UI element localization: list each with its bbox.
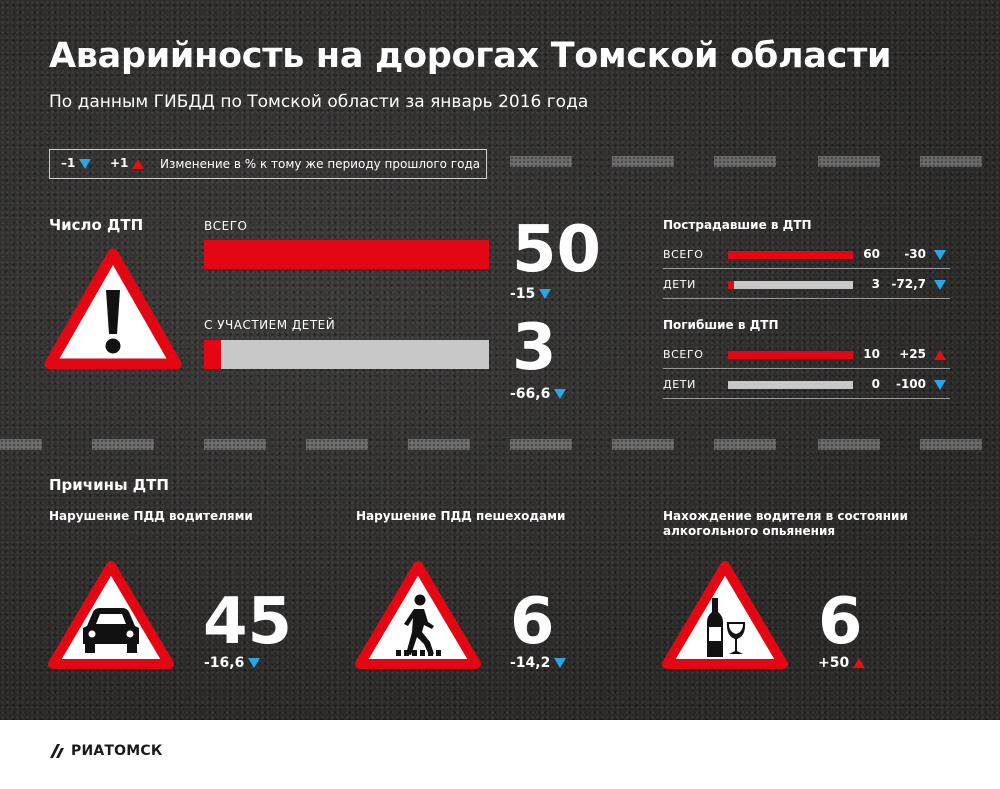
down-arrow-icon (248, 658, 260, 668)
down-arrow-icon (554, 389, 566, 399)
accidents-children-label: С УЧАСТИЕМ ДЕТЕЙ (204, 318, 336, 332)
cause-drivers-change: -16,6 (204, 655, 260, 671)
pedestrian-icon (354, 560, 482, 672)
down-arrow-icon (934, 250, 946, 260)
warning-exclamation-icon (44, 248, 182, 372)
injured-heading: Пострадавшие в ДТП (663, 218, 812, 232)
cause-pedestrians-title: Нарушение ПДД пешеходами (356, 509, 566, 523)
accidents-total-change: -15 (510, 286, 551, 302)
accidents-children-change: -66,6 (510, 386, 566, 402)
cause-drivers-value: 45 (203, 585, 293, 659)
down-arrow-icon (554, 658, 566, 668)
legend-description: Изменение в % к тому же периоду прошлого года (160, 157, 481, 171)
accidents-total-bar-fill (204, 240, 489, 269)
injured-row-total: ВСЕГО 60 -30 (663, 241, 950, 269)
cause-pedestrians-value: 6 (510, 585, 555, 659)
up-arrow-icon (934, 350, 946, 360)
ria-logo-icon (49, 743, 67, 759)
killed-total-bar (728, 351, 853, 359)
cause-pedestrians-change: -14,2 (510, 655, 566, 671)
logo-text: РИАТОМСК (71, 743, 163, 759)
accidents-total-label: ВСЕГО (204, 219, 248, 233)
up-arrow-icon (132, 159, 144, 169)
down-arrow-icon (934, 380, 946, 390)
causes-heading: Причины ДТП (49, 476, 169, 494)
injured-row-children: ДЕТИ 3 -72,7 (663, 271, 950, 299)
killed-heading: Погибшие в ДТП (663, 318, 779, 332)
legend-decrease: –1 (61, 156, 91, 170)
down-arrow-icon (539, 289, 551, 299)
down-arrow-icon (934, 280, 946, 290)
legend-increase: +1 (110, 156, 144, 170)
accidents-children-bar-fill (204, 340, 221, 369)
cause-alcohol-value: 6 (818, 585, 863, 659)
cause-alcohol-title: Нахождение водителя в состоянии алкогольного опьянения (663, 509, 908, 538)
down-arrow-icon (79, 159, 91, 169)
injured-total-bar (728, 251, 853, 259)
accidents-total-value: 50 (512, 213, 602, 287)
accidents-children-bar (204, 340, 489, 369)
up-arrow-icon (853, 658, 865, 668)
logo (49, 743, 163, 759)
page-title: Аварийность на дорогах Томской области (49, 36, 892, 76)
accidents-total-bar (204, 240, 489, 269)
killed-row-total: ВСЕГО 10 +25 (663, 341, 950, 369)
accidents-heading: Число ДТП (49, 216, 144, 234)
page-subtitle: По данным ГИБДД по Томской области за январь 2016 года (49, 92, 589, 112)
cause-drivers-title: Нарушение ПДД водителями (49, 509, 253, 523)
cause-alcohol-change: +50 (818, 655, 865, 671)
change-legend (49, 149, 487, 179)
car-icon (47, 560, 175, 672)
injured-children-bar (728, 281, 853, 289)
wine-bottle-glass-icon (661, 560, 789, 672)
killed-children-bar (728, 381, 853, 389)
killed-row-children: ДЕТИ 0 -100 (663, 371, 950, 399)
accidents-children-value: 3 (512, 311, 557, 385)
